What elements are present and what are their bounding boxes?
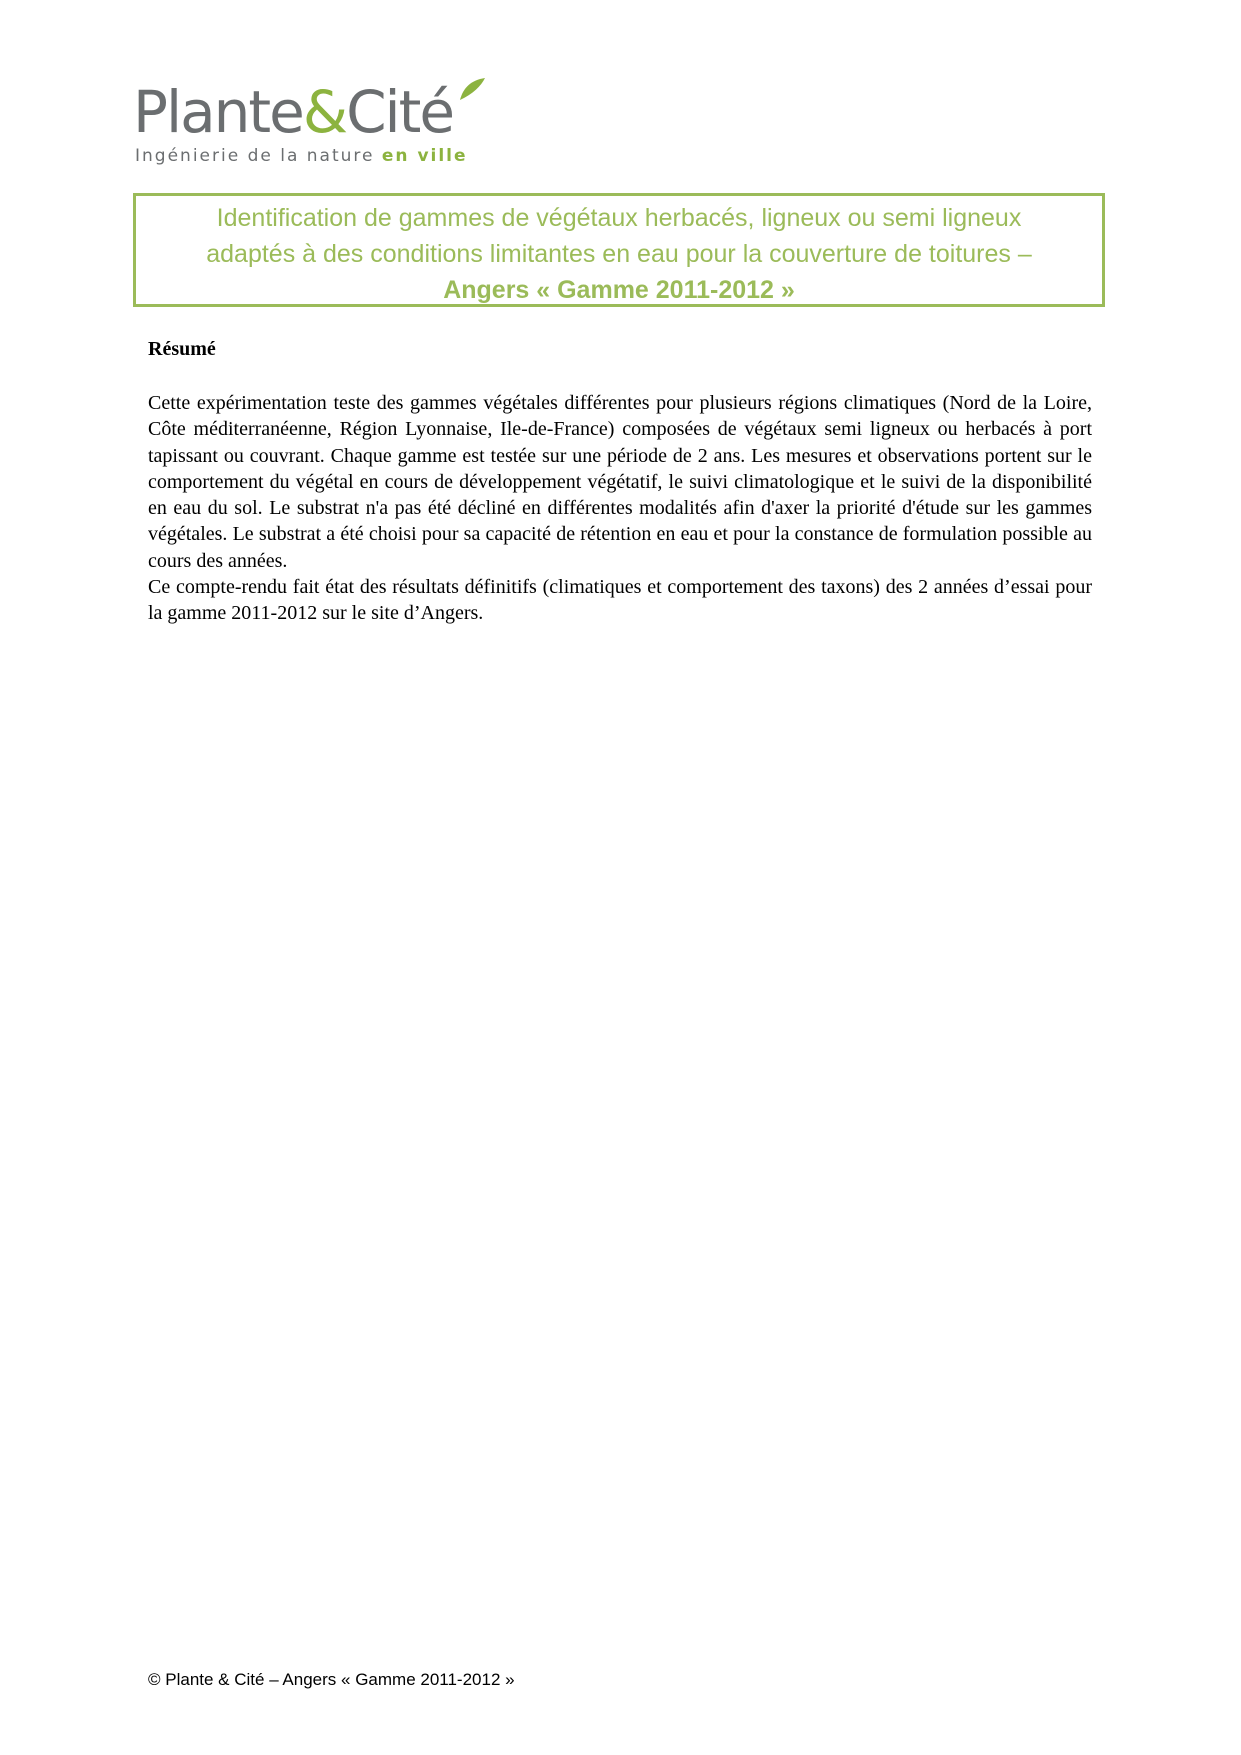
logo-wordmark — [133, 80, 453, 144]
leaf-icon — [457, 76, 487, 102]
title-line-2: adaptés à des conditions limitantes en eau pour la couverture de toitures – — [206, 240, 1032, 268]
logo-wordmark-cite: Cité — [346, 78, 454, 146]
logo-tagline-accent: en ville — [381, 146, 468, 166]
abstract-paragraph-1: Cette expérimentation teste des gammes végétales différentes pour plusieurs régions climatiques (Nord de la Loire, Côte méditerranéenne, Région Lyonnaise, Ile-de-France) composées de végétaux semi ligneux ou herbacés à port tapissant ou couvrant. Chaque gamme est testée sur une période de 2 ans. Les mesures et observations portent sur le comportement du végétal en cours de développement végétatif, le suivi climatologique et le suivi de la disponibilité en eau du sol. Le substrat n'a pas été décliné en différentes modalités afin d'axer la priorité d'étude sur les gammes végétales. Le substrat a été choisi pour sa capacité de rétention en eau et pour la constance de formulation possible au cours des années. — [148, 392, 1092, 572]
logo-wordmark-ampersand: & — [302, 78, 347, 146]
title-line-3: Angers « Gamme 2011-2012 » — [443, 276, 795, 304]
title-line-1: Identification de gammes de végétaux herbacés, ligneux ou semi ligneux — [216, 204, 1022, 232]
logo-tagline-plain: Ingénierie de la nature — [135, 146, 382, 166]
logo-wordmark-plante: Plante — [133, 78, 303, 146]
abstract-body — [148, 390, 1092, 627]
document-title-box — [133, 193, 1105, 307]
abstract-heading: Résumé — [148, 338, 216, 360]
abstract-paragraph-2: Ce compte-rendu fait état des résultats définitifs (climatiques et comportement des taxons) des 2 années d’essai pour la gamme 2011-2012 sur le site d’Angers. — [148, 576, 1092, 625]
plante-et-cite-logo — [133, 80, 493, 170]
logo-tagline — [135, 146, 468, 166]
page-footer: © Plante & Cité – Angers « Gamme 2011-2012 » — [148, 1670, 515, 1689]
